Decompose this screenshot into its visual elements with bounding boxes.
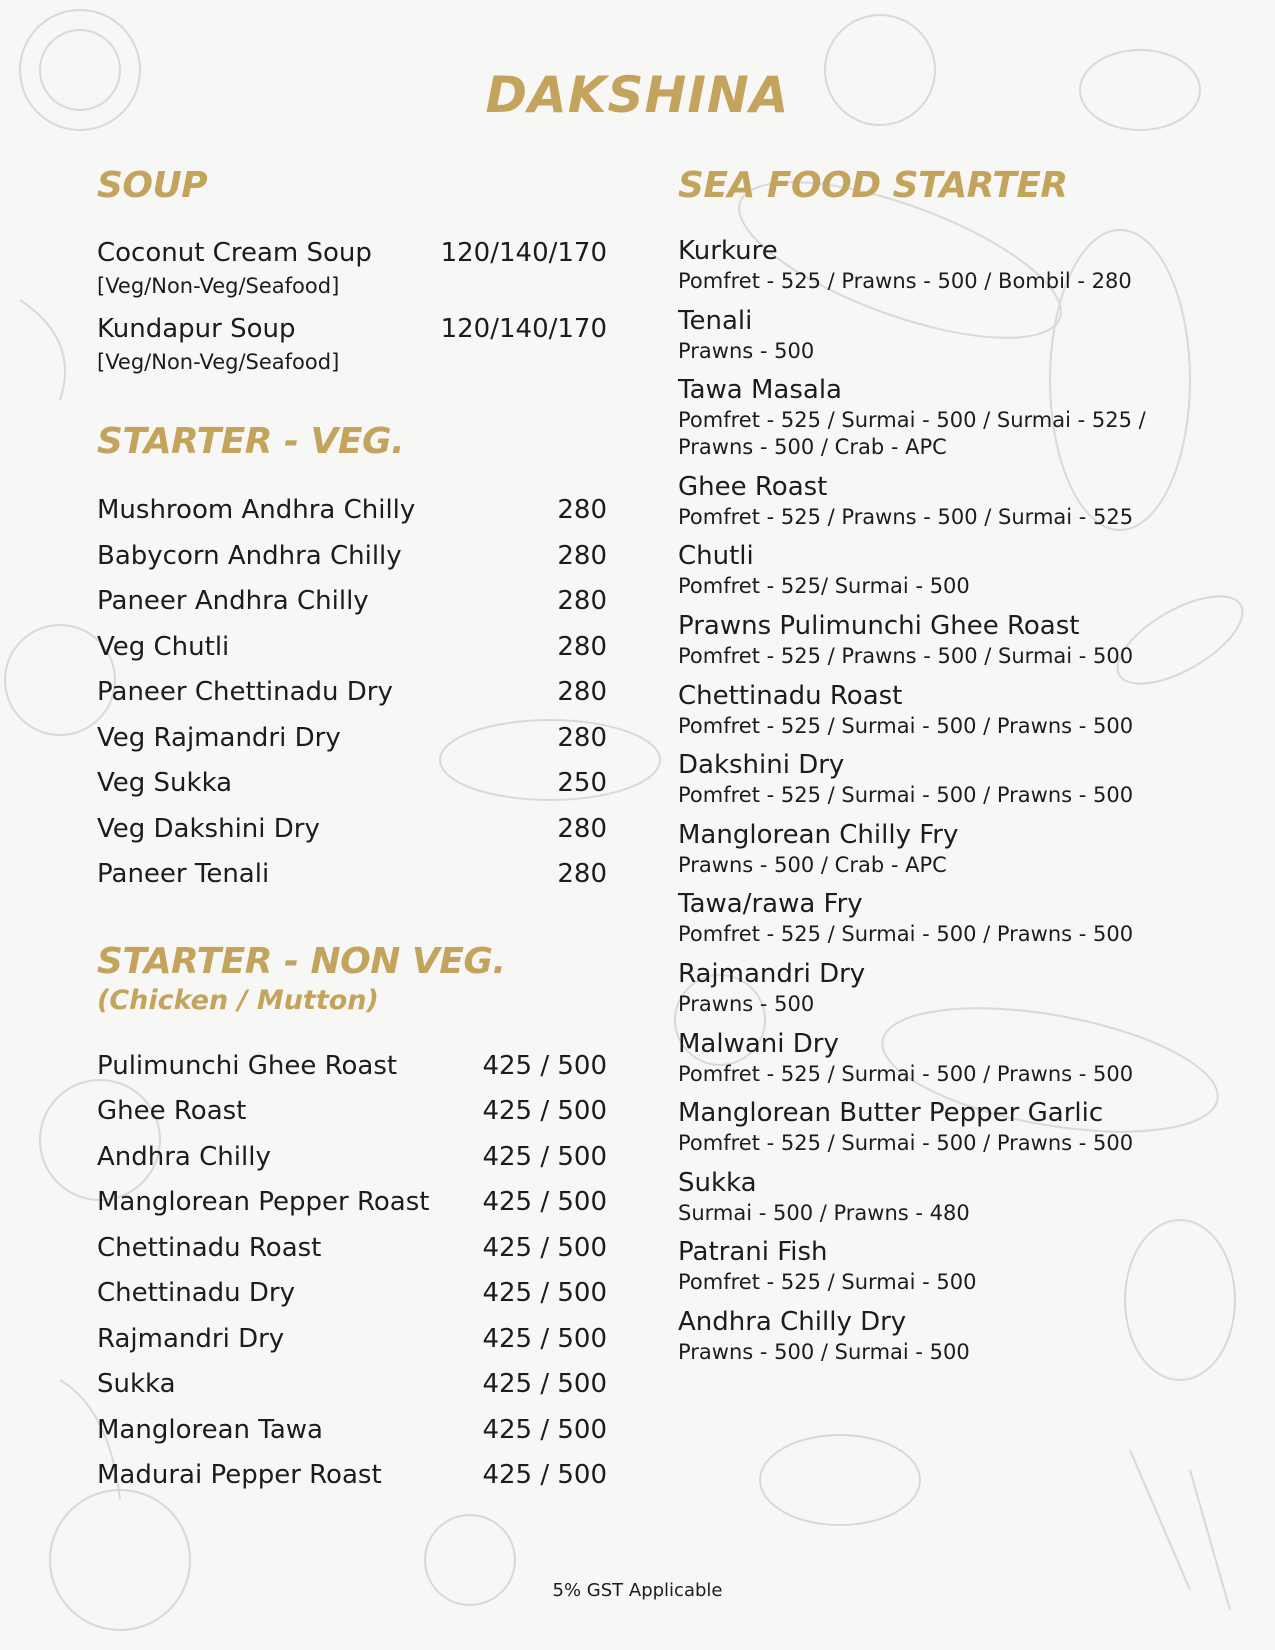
item-name: Prawns Pulimunchi Ghee Roast bbox=[678, 610, 1080, 641]
item-name: Chettinadu Roast bbox=[97, 1232, 322, 1263]
gst-footer-note: 5% GST Applicable bbox=[552, 1580, 723, 1601]
item-note: Prawns - 500 bbox=[678, 991, 815, 1016]
item-name: Chettinadu Roast bbox=[678, 680, 903, 711]
seafood-list bbox=[678, 234, 1198, 1366]
starter-veg-section bbox=[97, 420, 607, 900]
list-item bbox=[97, 1182, 607, 1228]
right-column bbox=[678, 164, 1198, 1375]
item-name: Sukka bbox=[97, 1369, 176, 1399]
seafood-heading: SEA FOOD STARTER bbox=[678, 165, 1068, 206]
item-price: 280 bbox=[557, 677, 607, 707]
list-item bbox=[97, 763, 607, 809]
list-item bbox=[97, 490, 607, 536]
item-price: 425 / 500 bbox=[482, 1414, 607, 1445]
item-note: Pomfret - 525 / Prawns - 500 / Bombil - 280 bbox=[678, 269, 1132, 293]
item-name: Veg Rajmandri Dry bbox=[97, 722, 341, 753]
item-name: Dakshini Dry bbox=[678, 750, 845, 781]
item-price: 280 bbox=[557, 813, 607, 844]
item-name: Ghee Roast bbox=[678, 471, 828, 502]
list-item bbox=[678, 609, 1198, 670]
list-item bbox=[97, 1137, 607, 1183]
item-name: Paneer Andhra Chilly bbox=[97, 586, 369, 616]
item-note: Pomfret - 525 / Surmai - 500 / Prawns - 500 bbox=[678, 1131, 1134, 1156]
item-name: Manglorean Pepper Roast bbox=[97, 1187, 430, 1217]
item-name: Paneer Tenali bbox=[97, 859, 270, 889]
item-note: Pomfret - 525 / Prawns - 500 / Surmai - 500 bbox=[678, 643, 1134, 668]
item-note: Pomfret - 525 / Prawns - 500 / Surmai - 525 bbox=[678, 504, 1134, 529]
list-item bbox=[678, 1235, 1198, 1296]
starter-nonveg-section bbox=[97, 940, 607, 1501]
item-price: 425 / 500 bbox=[482, 1323, 607, 1354]
item-price: 425 / 500 bbox=[482, 1050, 607, 1081]
list-item bbox=[678, 373, 1198, 461]
item-price: 120/140/170 bbox=[440, 314, 607, 344]
list-item bbox=[97, 854, 607, 900]
item-note: Pomfret - 525 / Surmai - 500 bbox=[678, 1270, 977, 1295]
list-item bbox=[678, 470, 1198, 531]
item-name: Patrani Fish bbox=[678, 1237, 828, 1268]
item-name: Chutli bbox=[678, 541, 754, 572]
item-note: Surmai - 500 / Prawns - 480 bbox=[678, 1200, 970, 1225]
list-item bbox=[678, 1096, 1198, 1157]
item-note: [Veg/Non-Veg/Seafood] bbox=[97, 274, 340, 298]
item-name: Sukka bbox=[678, 1167, 757, 1198]
list-item bbox=[97, 1273, 607, 1319]
item-note: Pomfret - 525 / Surmai - 500 / Prawns - 500 bbox=[678, 1061, 1134, 1086]
list-item bbox=[97, 809, 607, 855]
item-name: Mushroom Andhra Chilly bbox=[97, 495, 416, 525]
soup-item-row bbox=[97, 236, 607, 270]
list-item bbox=[678, 539, 1198, 600]
left-column bbox=[97, 164, 607, 1501]
starter-nonveg-heading: STARTER - NON VEG. bbox=[97, 940, 506, 982]
item-name: Veg Sukka bbox=[97, 768, 233, 798]
item-price: 425 / 500 bbox=[482, 1278, 607, 1308]
list-item bbox=[97, 1091, 607, 1137]
item-name: Kundapur Soup bbox=[97, 314, 296, 344]
list-item bbox=[678, 748, 1198, 809]
item-name: Madurai Pepper Roast bbox=[97, 1460, 382, 1490]
item-name: Babycorn Andhra Chilly bbox=[97, 540, 402, 571]
item-name: Tawa Masala bbox=[678, 375, 842, 406]
list-item bbox=[97, 718, 607, 764]
starter-nonveg-list bbox=[97, 1046, 607, 1501]
item-price: 280 bbox=[557, 859, 607, 889]
item-price: 425 / 500 bbox=[482, 1141, 607, 1172]
soup-item-row bbox=[97, 312, 607, 346]
item-note: Pomfret - 525 / Surmai - 500 / Surmai - 525 / Prawns - 500 / Crab - APC bbox=[678, 408, 1146, 460]
item-name: Kurkure bbox=[678, 236, 778, 266]
item-name: Tawa/rawa Fry bbox=[678, 889, 863, 920]
menu-title: DAKSHINA bbox=[485, 66, 790, 124]
item-name: Pulimunchi Ghee Roast bbox=[97, 1050, 398, 1081]
item-note: Pomfret - 525 / Surmai - 500 / Prawns - 500 bbox=[678, 922, 1134, 947]
soup-list bbox=[97, 236, 607, 378]
item-name: Manglorean Butter Pepper Garlic bbox=[678, 1098, 1104, 1129]
item-price: 280 bbox=[557, 495, 607, 525]
item-name: Veg Dakshini Dry bbox=[97, 813, 320, 844]
item-name: Rajmandri Dry bbox=[678, 958, 866, 989]
soup-item bbox=[97, 236, 607, 302]
item-name: Veg Chutli bbox=[97, 631, 230, 662]
list-item bbox=[97, 627, 607, 673]
list-item bbox=[97, 1319, 607, 1365]
soup-item bbox=[97, 312, 607, 378]
item-price: 280 bbox=[557, 540, 607, 571]
item-name: Manglorean Tawa bbox=[97, 1414, 323, 1445]
item-name: Tenali bbox=[678, 305, 753, 336]
item-price: 280 bbox=[557, 722, 607, 753]
list-item bbox=[97, 1410, 607, 1456]
list-item bbox=[97, 1364, 607, 1410]
item-note: Pomfret - 525/ Surmai - 500 bbox=[678, 574, 970, 599]
item-price: 425 / 500 bbox=[482, 1232, 607, 1263]
item-note: Prawns - 500 bbox=[678, 338, 815, 363]
list-item bbox=[97, 672, 607, 718]
list-item bbox=[97, 1228, 607, 1274]
list-item bbox=[678, 234, 1198, 295]
starter-nonveg-subheading: (Chicken / Mutton) bbox=[97, 984, 379, 1016]
list-item bbox=[678, 304, 1198, 365]
item-price: 425 / 500 bbox=[482, 1369, 607, 1399]
item-note: Prawns - 500 / Crab - APC bbox=[678, 852, 947, 877]
item-price: 280 bbox=[557, 631, 607, 662]
item-name: Coconut Cream Soup bbox=[97, 238, 372, 268]
item-price: 120/140/170 bbox=[440, 238, 607, 268]
item-name: Malwani Dry bbox=[678, 1028, 839, 1059]
item-note: Prawns - 500 / Surmai - 500 bbox=[678, 1339, 970, 1364]
soup-heading: SOUP bbox=[97, 165, 208, 206]
list-item bbox=[678, 679, 1198, 740]
item-price: 280 bbox=[557, 586, 607, 616]
item-name: Paneer Chettinadu Dry bbox=[97, 677, 393, 707]
item-price: 425 / 500 bbox=[482, 1460, 607, 1490]
list-item bbox=[678, 1027, 1198, 1088]
starter-veg-list bbox=[97, 490, 607, 900]
list-item bbox=[97, 1455, 607, 1501]
item-name: Chettinadu Dry bbox=[97, 1278, 295, 1308]
item-note: Pomfret - 525 / Surmai - 500 / Prawns - 500 bbox=[678, 783, 1134, 808]
item-price: 425 / 500 bbox=[482, 1187, 607, 1217]
list-item bbox=[97, 536, 607, 582]
starter-veg-heading: STARTER - VEG. bbox=[97, 421, 405, 462]
list-item bbox=[678, 1166, 1198, 1227]
item-name: Andhra Chilly Dry bbox=[678, 1306, 907, 1337]
item-name: Manglorean Chilly Fry bbox=[678, 819, 959, 850]
item-name: Rajmandri Dry bbox=[97, 1323, 285, 1354]
list-item bbox=[97, 581, 607, 627]
item-note: Pomfret - 525 / Surmai - 500 / Prawns - 500 bbox=[678, 713, 1134, 738]
list-item bbox=[678, 1305, 1198, 1366]
soup-section bbox=[97, 164, 607, 378]
item-note: [Veg/Non-Veg/Seafood] bbox=[97, 350, 340, 374]
item-price: 425 / 500 bbox=[482, 1096, 607, 1126]
list-item bbox=[678, 818, 1198, 879]
list-item bbox=[678, 887, 1198, 948]
list-item bbox=[97, 1046, 607, 1092]
item-price: 250 bbox=[557, 768, 607, 798]
list-item bbox=[678, 957, 1198, 1018]
item-name: Andhra Chilly bbox=[97, 1141, 271, 1172]
item-name: Ghee Roast bbox=[97, 1096, 247, 1126]
